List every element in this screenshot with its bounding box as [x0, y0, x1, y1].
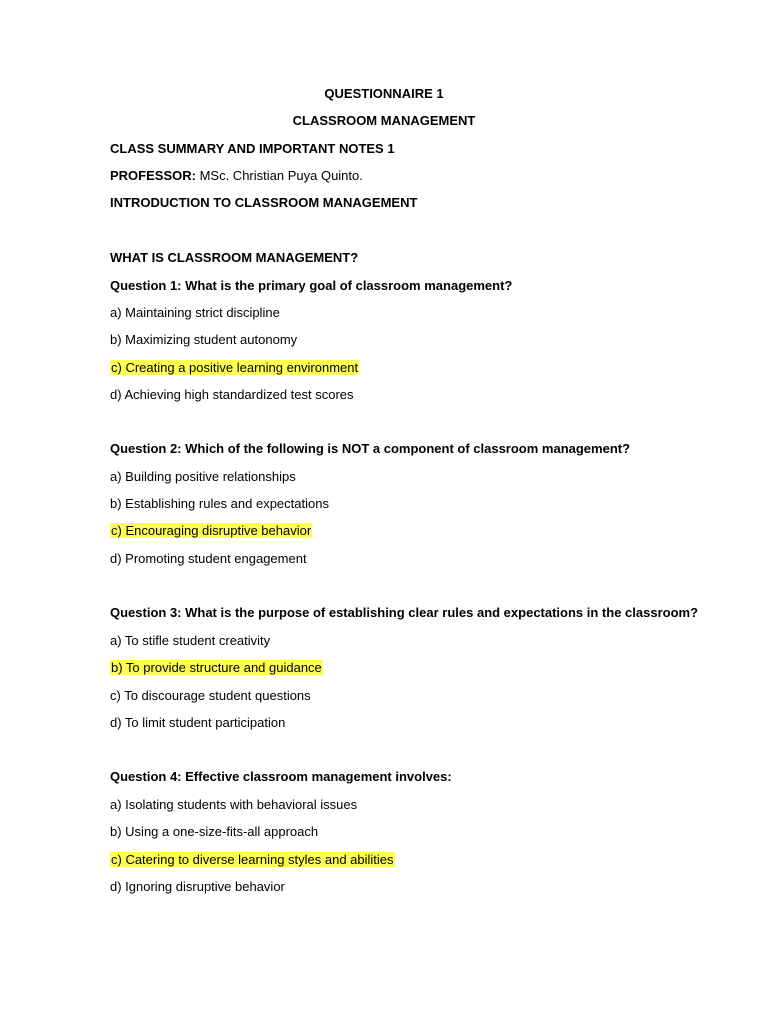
question-2-option-b: [110, 496, 329, 512]
question-2-option-c-answer: [110, 523, 312, 539]
question-3-option-a: [110, 633, 270, 649]
option-text: a) Building positive relationships: [110, 469, 296, 484]
class-summary-heading: CLASS SUMMARY AND IMPORTANT NOTES 1: [110, 141, 395, 156]
professor-label: PROFESSOR:: [110, 168, 196, 183]
question-3-option-b-answer: [110, 660, 323, 676]
option-text: d) Promoting student engagement: [110, 551, 307, 566]
question-4-option-a: [110, 797, 357, 813]
question-1-option-c-answer: [110, 360, 359, 376]
option-text: b) Maximizing student autonomy: [110, 332, 298, 347]
highlighted-answer: c) Catering to diverse learning styles and abilities: [111, 852, 394, 867]
question-4-option-b: [110, 824, 318, 840]
option-text: a) Isolating students with behavioral issues: [110, 797, 358, 812]
option-text: d) Ignoring disruptive behavior: [110, 879, 285, 894]
question-1-option-d: [110, 387, 354, 403]
highlighted-answer: c) Encouraging disruptive behavior: [111, 523, 312, 538]
question-4-option-c-answer: [110, 852, 395, 868]
question-4: Question 4: Effective classroom management involves:: [110, 769, 452, 784]
option-text: c) To discourage student questions: [110, 688, 311, 703]
professor-name: MSc. Christian Puya Quinto.: [195, 168, 363, 183]
highlighted-answer: b) To provide structure and guidance: [111, 660, 322, 675]
option-text: d) Achieving high standardized test scores: [110, 387, 354, 402]
question-2-option-a: [110, 469, 296, 485]
question-3: Question 3: What is the purpose of establishing clear rules and expectations in the classroom?: [110, 605, 699, 620]
professor-line: [110, 168, 363, 184]
question-2: Question 2: Which of the following is NOT a component of classroom management?: [110, 441, 631, 456]
option-text: a) To stifle student creativity: [110, 633, 271, 648]
question-3-option-d: [110, 715, 285, 731]
question-4-option-d: [110, 879, 285, 895]
highlighted-answer: c) Creating a positive learning environment: [111, 360, 359, 375]
option-text: b) Establishing rules and expectations: [110, 496, 329, 511]
intro-heading: INTRODUCTION TO CLASSROOM MANAGEMENT: [110, 195, 418, 210]
question-1-option-b: [110, 332, 297, 348]
question-1: Question 1: What is the primary goal of classroom management?: [110, 278, 513, 293]
option-text: a) Maintaining strict discipline: [110, 305, 280, 320]
document-subtitle: CLASSROOM MANAGEMENT: [292, 113, 476, 128]
question-1-option-a: [110, 305, 280, 321]
option-text: d) To limit student participation: [110, 715, 286, 730]
section-heading: WHAT IS CLASSROOM MANAGEMENT?: [110, 250, 359, 265]
document-title: QUESTIONNAIRE 1: [324, 86, 444, 101]
option-text: b) Using a one-size-fits-all approach: [110, 824, 319, 839]
question-2-option-d: [110, 551, 307, 567]
question-3-option-c: [110, 688, 311, 704]
